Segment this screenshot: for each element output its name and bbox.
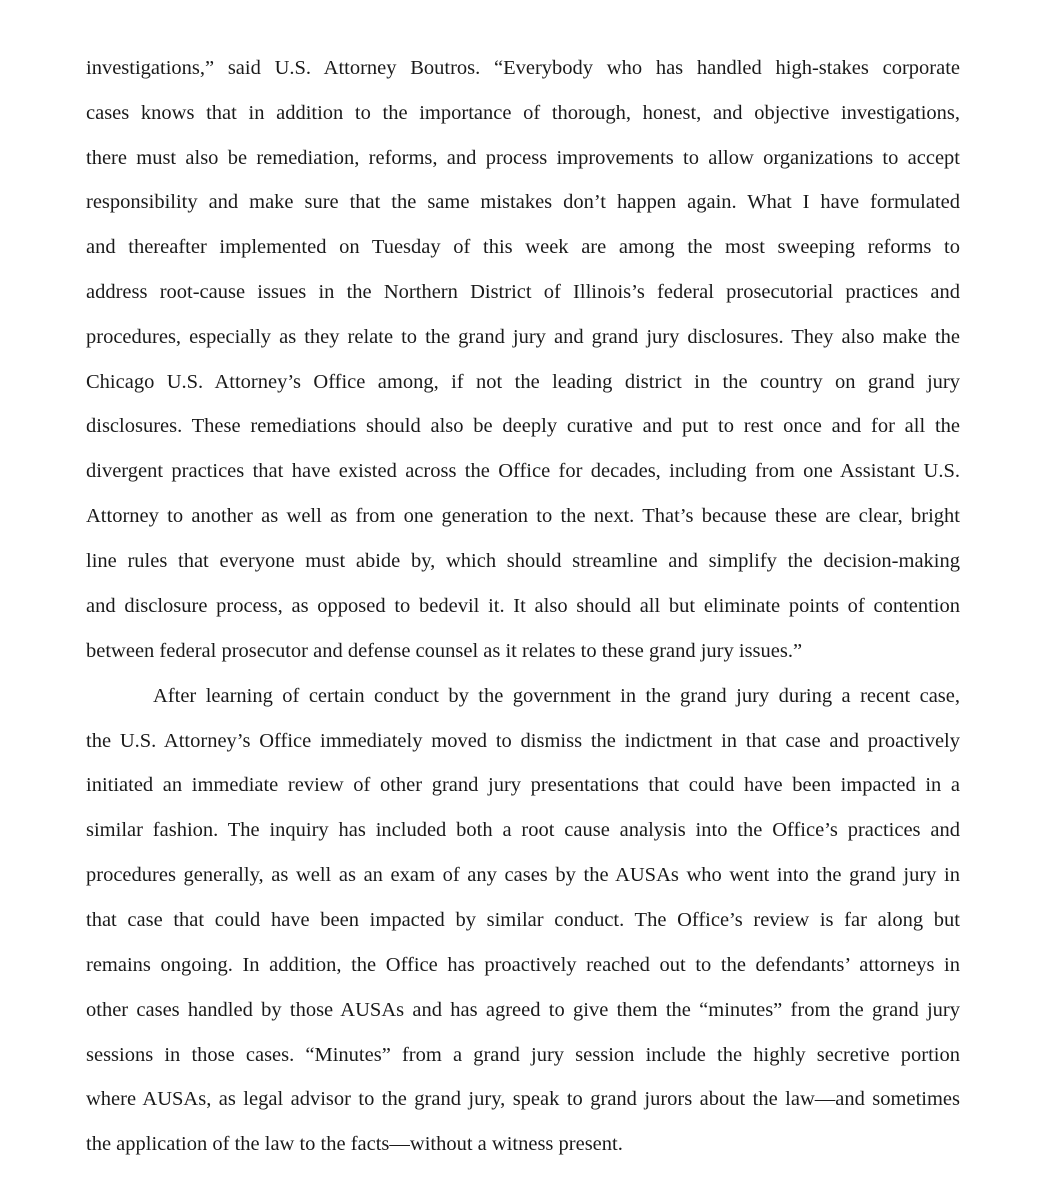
paragraph-1-line-8: Chicago U.S. Attorney’s Office among, if not the leading district in the country on grand jury: [86, 371, 960, 393]
paragraph-1-line-7: procedures, especially as they relate to the grand jury and grand jury disclosures. They also make the: [86, 326, 960, 348]
paragraph-2-line-7: remains ongoing. In addition, the Office has proactively reached out to the defendants’ attorneys in: [86, 954, 960, 976]
paragraph-1-line-5: and thereafter implemented on Tuesday of this week are among the most sweeping reforms to: [86, 236, 960, 258]
paragraph-2-line-6: that case that could have been impacted by similar conduct. The Office’s review is far along but: [86, 909, 960, 931]
paragraph-2-line-5: procedures generally, as well as an exam of any cases by the AUSAs who went into the grand jury in: [86, 864, 960, 886]
paragraph-1-line-11: Attorney to another as well as from one generation to the next. That’s because these are clear, bright: [86, 505, 960, 527]
paragraph-2-line-4: similar fashion. The inquiry has included both a root cause analysis into the Office’s practices and: [86, 819, 960, 841]
paragraph-1-line-14: between federal prosecutor and defense counsel as it relates to these grand jury issues.”: [86, 640, 803, 662]
paragraph-1-line-10: divergent practices that have existed across the Office for decades, including from one Assistant U.S.: [86, 460, 960, 482]
paragraph-1-line-2: cases knows that in addition to the importance of thorough, honest, and objective investigations,: [86, 102, 960, 124]
paragraph-2-line-9: sessions in those cases. “Minutes” from a grand jury session include the highly secretive portion: [86, 1044, 960, 1066]
paragraph-1-line-3: there must also be remediation, reforms, and process improvements to allow organizations to accept: [86, 147, 960, 169]
paragraph-1-line-1: investigations,” said U.S. Attorney Boutros. “Everybody who has handled high-stakes corporate: [86, 57, 960, 79]
paragraph-2-line-1: After learning of certain conduct by the government in the grand jury during a recent case,: [153, 685, 960, 707]
paragraph-1-line-4: responsibility and make sure that the same mistakes don’t happen again. What I have formulated: [86, 191, 960, 213]
paragraph-2-line-8: other cases handled by those AUSAs and has agreed to give them the “minutes” from the grand jury: [86, 999, 960, 1021]
paragraph-2-line-2: the U.S. Attorney’s Office immediately moved to dismiss the indictment in that case and proactively: [86, 730, 960, 752]
paragraph-1-line-12: line rules that everyone must abide by, which should streamline and simplify the decision-making: [86, 550, 960, 572]
paragraph-2-line-11: the application of the law to the facts—without a witness present.: [86, 1133, 623, 1155]
paragraph-1-line-13: and disclosure process, as opposed to bedevil it. It also should all but eliminate points of contention: [86, 595, 960, 617]
paragraph-1-line-9: disclosures. These remediations should also be deeply curative and put to rest once and for all the: [86, 415, 960, 437]
paragraph-2-line-10: where AUSAs, as legal advisor to the grand jury, speak to grand jurors about the law—and sometimes: [86, 1088, 960, 1110]
paragraph-2-line-3: initiated an immediate review of other grand jury presentations that could have been impacted in a: [86, 774, 960, 796]
paragraph-1-line-6: address root-cause issues in the Northern District of Illinois’s federal prosecutorial practices and: [86, 281, 960, 303]
